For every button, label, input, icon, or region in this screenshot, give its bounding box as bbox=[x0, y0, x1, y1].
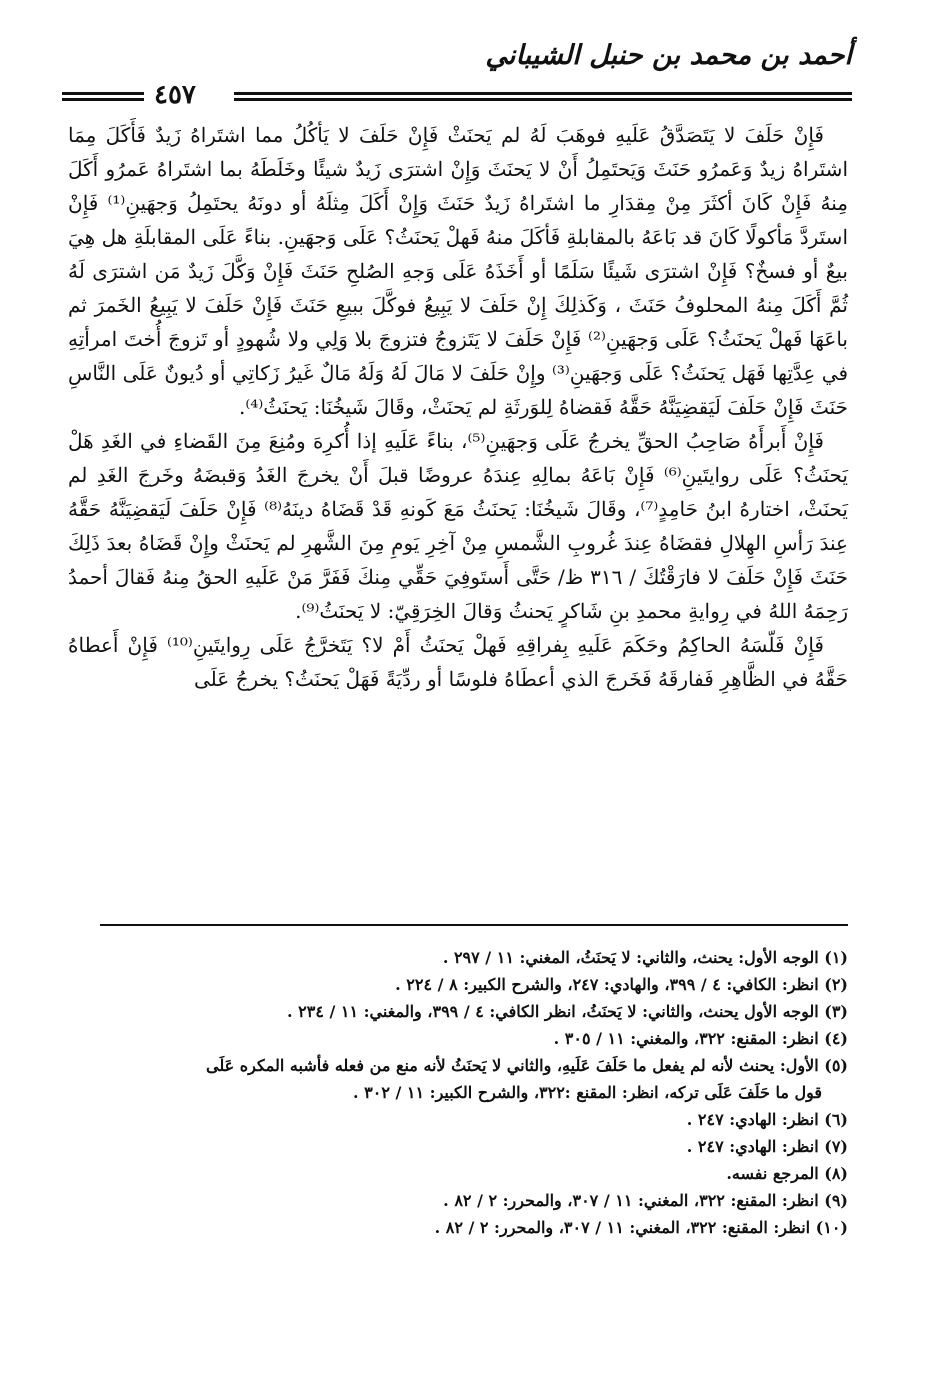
footnote: (١) الوجه الأول: يحنث، والثاني: لا يَحنَثُ، المغني: ١١ / ٢٩٧ . bbox=[442, 948, 848, 967]
footnote: (٣) الوجه الأول يحنث، والثاني: لا يَحنَثُ، انظر الكافي: ٤ / ٣٩٩، والمغني: ١١ / ٢٣٤ . bbox=[286, 1002, 848, 1021]
footnotes bbox=[68, 944, 848, 1241]
footnote: (٤) انظر: المقنع: ٣٢٢، والمغني: ١١ / ٣٠٥ . bbox=[553, 1029, 848, 1048]
footnote: (٦) انظر: الهادي: ٢٤٧ . bbox=[686, 1110, 848, 1129]
paragraph: فَإِنْ حَلَفَ لا يَتَصَدَّقُ عَلَيهِ فوهَبَ لَهُ لم يَحنَثْ فَإِنْ حَلَفَ لا يَأكُلُ مما اشتَراهُ زَيدٌ فَأَكَلَ مِمَا اشتَراهُ زيدٌ وَعَمرُو حَنَثَ وَيَحتَمِلُ أَنْ لا يَحنَثَ وَإِنْ اشترَى زَيدٌ شيئًا وخَلَطَهُ بما اشتَراهُ عَمرُو أَكَلَ مِنهُ فَإِنْ كَانَ أكثَرَ مِنْ مِقدَارِ ما اشتَراهُ زَيدٌ حَنَثَ وَإِنْ أَكَلَ مِثلَهُ أو دونَهُ يحتَمِلُ وَجهَينِ⁽¹⁾ فَإِنْ استَردَّ مَأكولًا كَانَ قد بَاعَهُ بالمقابلةِ فَأكَلَ منهُ فَهلْ يَحنَثُ؟ عَلَى وَجهَينِ. بناءً عَلَى المقابلَةِ هل هِيَ بيعٌ أو فسخٌ؟ فَإِنْ اشترَى شَيئًا سَلَمًا أو أَخَذَهُ عَلَى وَجهِ الصُلحِ حَنَثَ فَإِنْ وَكَّلَ زَيدٌ مَن اشترَى لَهُ ثُمَّ أَكَلَ مِنهُ المحلوفُ حَنَثَ ، وَكَذلِكَ إِنْ حَلَفَ لا يَبِيعُ فوكَّلَ ببيعِ حَنَثَ فَإِنْ حَلَفَ لا يَبِيعُ الخَمرَ ثم باعَهَا فَهلْ يَحنَثُ؟ عَلَى وَجهَينِ⁽²⁾ فَإِنْ حَلَفَ لا يَتَزوجُ فتزوجَ بلا وَلِي ولا شُهودٍ أو تَزوجَ أُختَ امرأتِهِ في عِدَّتِها فَهَل يَحنَثُ؟ عَلَى وَجهَينِ⁽³⁾ وإِنْ حَلَفَ لا مَالَ لَهُ وَلَهُ مَالٌ غَيرُ زَكاتِي أو دُيونٌ عَلَى النَّاسِ حَنَثَ فَإِنْ حَلَفَ لَيَقضِيَنَّهُ حَقَّهُ فَقضاهُ لِلوَرثَةِ لم يَحنَثْ، وقَالَ شَيخُنَا: يَحنَثُ⁽⁴⁾. bbox=[68, 123, 848, 419]
running-title: أحمد بن محمد بن حنبل الشيباني bbox=[485, 40, 852, 71]
footnote: (٥) الأول: يحنث لأنه لم يفعل ما حَلَفَ عَلَيهِ، والثاني لا يَحنَثُ لأنه منع من فعله فأشبه المكره عَلَى bbox=[205, 1056, 848, 1075]
footnote-separator bbox=[100, 924, 848, 926]
paragraph: فَإِنْ فَلّسَهُ الحاكِمُ وحَكَمَ عَلَيهِ بِفراقِهِ فَهلْ يَحنَثُ أَمْ لا؟ يَتَخرَّجُ عَلَى رِوايتَينِ⁽¹⁰⁾ فَإِنْ أَعطاهُ حَقَّهُ في الظَّاهِرِ فَفارقَهُ فَخَرجَ الذي أعطَاهُ فلوسًا أو ردِّيَةً فَهَلْ يَحنَثُ؟ يخرجُ عَلَى bbox=[68, 633, 848, 691]
footnote: (٨) المرجع نفسه. bbox=[726, 1164, 848, 1183]
page-header bbox=[62, 36, 852, 110]
footnote: (١٠) انظر: المقنع: ٣٢٢، المغني: ١١ / ٣٠٧، والمحرر: ٢ / ٨٢ . bbox=[434, 1218, 848, 1237]
header-rule-right bbox=[234, 92, 852, 101]
page-number: ٤٥٧ bbox=[154, 80, 196, 110]
footnote: (٢) انظر: الكافي: ٤ / ٣٩٩، والهادي: ٢٤٧، والشرح الكبير: ٨ / ٢٢٤ . bbox=[395, 975, 848, 994]
main-text bbox=[68, 118, 848, 696]
footnote: (٧) انظر: الهادي: ٢٤٧ . bbox=[686, 1137, 848, 1156]
footnote: (٩) انظر: المقنع: ٣٢٢، المغني: ١١ / ٣٠٧، والمحرر: ٢ / ٨٢ . bbox=[443, 1191, 848, 1210]
header-rule-left bbox=[62, 92, 144, 101]
paragraph: فَإِنْ أَبرأَهُ صَاحِبُ الحقِّ يخرجُ عَلَى وَجهَينِ⁽⁵⁾، بناءً عَلَيهِ إذا أُكرِهَ ومُنِعَ مِنَ القَضاءِ في الغَدِ هَلْ يَحنَثُ؟ عَلَى روايتَينِ⁽⁶⁾ فَإِنْ بَاعَهُ بمالِهِ عِندَهُ عروضًا قبلَ أَنْ يخرجَ الغَدُ وَقبضَهُ وخَرجَ الغَدِ لم يَحنَثْ، اختارهُ ابنُ حَامِدٍ⁽⁷⁾، وقَالَ شَيخُنَا: يَحنَثُ مَعَ كَونهِ قَدْ قَضَاهُ دينَهُ⁽⁸⁾ فَإِنْ حَلَفَ لَيَقضِيَنَّهُ حَقَّهُ عِندَ رَأسِ الهِلالِ فقضَاهُ عِندَ غُروبِ الشَّمسِ مِنْ آخِرِ يَومِ مِنَ الشَّهرِ لم يَحنَثْ وإِنْ قَضَاهُ بعدَ ذَلِكَ حَنَثَ فَإِنْ حَلَفَ لا فارَقْتُكَ / ٣١٦ ظ/ حَتَّى أَستَوفِيَ حَقِّي مِنكَ فَفَرَّ مَنْ عَلَيهِ الحقُ مِنهُ فَقالَ أحمدُ رَحِمَهُ اللهُ في رِوايةِ محمدِ بنِ شَاكرٍ يَحنثُ وَقالَ الخِرَقِيّ: لا يَحنَثُ⁽⁹⁾. bbox=[68, 429, 848, 623]
footnote-continuation: قول ما حَلَفَ عَلَى تركه، انظر: المقنع :٣٢٢، والشرح الكبير: ١١ / ٣٠٢ . bbox=[353, 1083, 822, 1102]
